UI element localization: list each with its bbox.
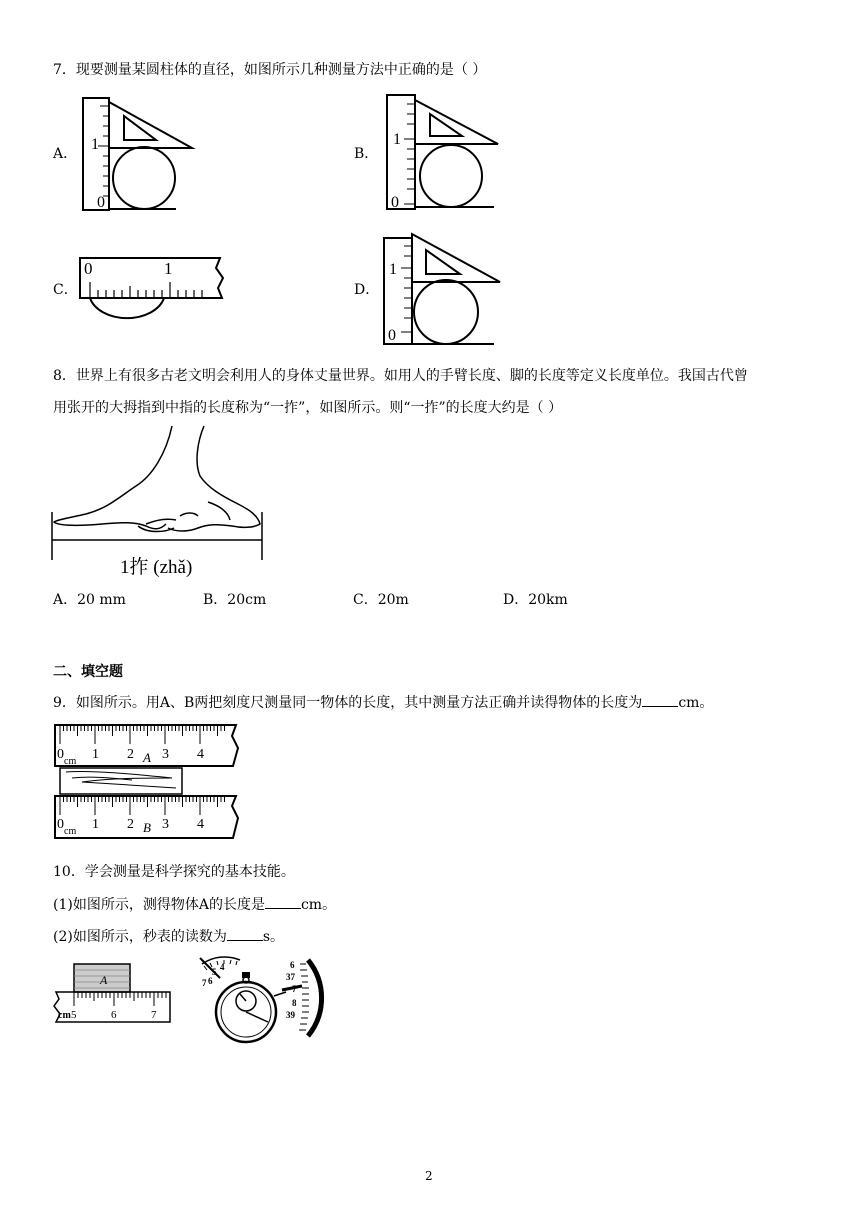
q9-stem-before: 9．如图所示。用A、B两把刻度尺测量同一物体的长度，其中测量方法正确并读得物体的长度为 (53, 695, 643, 711)
ruler-num-6: 6 (111, 1009, 117, 1021)
ruler-label-0: 0 (391, 194, 399, 211)
q7-option-c: C． (53, 282, 78, 298)
q10-p2-before: (2)如图所示，秒表的读数为 (53, 929, 227, 945)
q10-p1-before: (1)如图所示，测得物体A的长度是 (53, 897, 265, 913)
hand-outline (54, 426, 260, 532)
q10-p1-after: cm。 (300, 897, 337, 913)
ruler-b-unit: cm (64, 826, 77, 837)
q8-stem-line2: 用张开的大拇指到中指的长度称为“一拃”，如图所示。则“一拃”的长度大约是（ ） (53, 400, 563, 416)
ruler-a-num-4: 4 (197, 747, 204, 762)
ruler-b-num-3: 3 (162, 817, 169, 832)
ruler-b-num-1: 1 (92, 817, 99, 832)
ruler-a-num-0: 0 (57, 747, 64, 762)
ruler-a-ticks (60, 725, 225, 744)
dial-num-b7: 7 (292, 984, 297, 994)
q7-figure-c (78, 256, 228, 328)
ruler-label-0: 0 (388, 327, 396, 344)
ruler-a-num-1: 1 (92, 747, 99, 762)
q7-figure-d (382, 232, 506, 348)
ruler-b-num-2: 2 (127, 817, 134, 832)
q9-stem (53, 692, 713, 713)
q7-figure-a (80, 96, 200, 214)
dial-num-7: 7 (202, 978, 207, 988)
page-number: 2 (425, 1169, 433, 1183)
ruler-label-1: 1 (164, 259, 173, 278)
ruler-num-5: 5 (71, 1009, 77, 1021)
ruler-label-1: 1 (389, 261, 397, 278)
object-a-label: A (100, 973, 108, 987)
q8-option-a: A．20 mm (53, 592, 126, 608)
ruler-label-0: 0 (84, 259, 93, 278)
ruler-label-1: 1 (393, 131, 401, 148)
ruler-unit: cm (58, 1010, 71, 1021)
ruler-b-ticks (60, 796, 225, 815)
dial-num-b8: 8 (292, 998, 297, 1008)
q10-p1-answer-blank[interactable] (265, 894, 301, 909)
q9-rulers-figure (52, 722, 242, 842)
dial-num-b6: 6 (290, 960, 295, 970)
ruler-a-num-2: 2 (127, 747, 134, 762)
q7-figure-b (384, 92, 504, 214)
section-title: 二、填空题 (53, 664, 123, 680)
q10-stopwatch-figure (190, 956, 330, 1048)
q10-part2 (53, 926, 284, 947)
q8-hand-figure (48, 424, 268, 584)
q10-stem: 10．学会测量是科学探究的基本技能。 (53, 864, 295, 880)
ruler-num-7: 7 (151, 1009, 157, 1021)
ruler-label-0: 0 (97, 194, 105, 211)
q10-p2-answer-blank[interactable] (227, 926, 263, 941)
q9-stem-after: cm。 (678, 695, 714, 711)
q10-ruler-figure (52, 962, 174, 1030)
ruler-a-num-3: 3 (162, 747, 169, 762)
ruler-a-label: A (143, 750, 151, 765)
q7-stem: 7．现要测量某圆柱体的直径，如图所示几种测量方法中正确的是（ ） (53, 62, 487, 78)
ruler-b-label: B (143, 820, 151, 835)
q7-option-a: A． (53, 146, 78, 162)
dial-num-4: 4 (220, 962, 225, 972)
ruler-b-num-0: 0 (57, 817, 64, 832)
dial-num-5: 5 (212, 967, 217, 977)
q8-option-c: C．20m (353, 592, 409, 608)
q8-option-b: B．20cm (203, 592, 267, 608)
ruler-a-unit: cm (64, 756, 77, 767)
ruler-label-1: 1 (91, 136, 99, 153)
q7-option-d: D． (354, 282, 380, 298)
q10-p2-after: s。 (262, 929, 285, 945)
q9-answer-blank[interactable] (642, 692, 678, 707)
dial-num-6: 6 (208, 976, 213, 986)
ruler-b-num-4: 4 (197, 817, 204, 832)
dial-num-b37: 37 (286, 972, 295, 982)
q8-stem-line1: 8．世界上有很多古老文明会利用人的身体丈量世界。如用人的手臂长度、脚的长度等定义长度单位。我国古代曾 (53, 368, 748, 384)
dial-num-b39: 39 (286, 1010, 295, 1020)
q8-figure-label: 1拃 (zhǎ) (120, 557, 193, 578)
q8-option-d: D．20km (503, 592, 568, 608)
q10-part1 (53, 894, 336, 915)
q7-option-b: B． (354, 146, 379, 162)
